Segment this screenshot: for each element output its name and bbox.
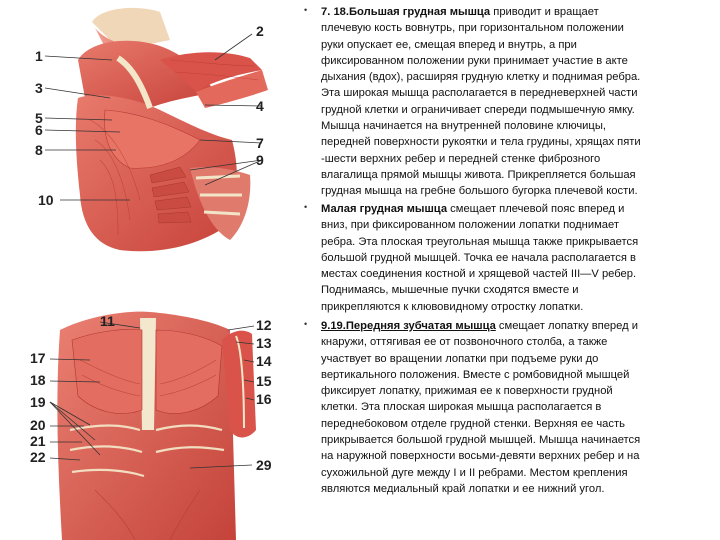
callout-label: 12 [256,317,272,333]
text-line: на наружной поверхности восьми-девяти верхних ребер и на [321,450,640,463]
callout-label: 14 [256,353,272,369]
text-line: ребра. Эта плоская треугольная мышца также прикрывается [321,235,639,248]
callout-label: 7 [256,135,264,151]
text-line: -шести верхних ребер и передней стенке фиброзного [321,152,601,165]
bullet-text [321,4,707,200]
callout-label: 10 [38,192,54,208]
text-line: являются медиальный край лопатки и ее нижний угол. [321,482,605,495]
callout-label: 18 [30,372,46,388]
bullet-lead: 7. 18.Большая грудная мышца [321,6,491,18]
text-line: грудной клетки и ограничивает спереди подмышечную ямку. [321,103,635,116]
callout-label: 6 [35,122,43,138]
callout-label: 15 [256,373,272,389]
text-line: вертикального положения. Вместе с ромбовидной мышцей [321,368,630,381]
callout-label: 29 [256,457,272,473]
text-line: фиксированном положении руки принимает участие в акте [321,54,628,67]
callout-label: 8 [35,142,43,158]
callout-label: 2 [256,23,264,39]
text-line: передней поверхности рукоятки и тела грудины, хрящах пяти [321,136,641,149]
text-line: большой грудной мышцей. Точка ее начала располагается в [321,251,636,264]
text-line: кнаружи, оттягивая ее от позвоночного столба, а также [321,336,608,349]
text-line: участвует во вращении лопатки при подъеме руки до [321,352,599,365]
text-line: вниз, при фиксированном положении лопатки поднимает [321,219,619,232]
text-line: плечевую кость вовнутрь, при горизонтальном положении [321,22,624,35]
bullet-marker: • [304,319,308,329]
text-line: грудная мышца на гребне большого бугорка плечевой кости. [321,185,638,198]
callout-label: 4 [256,98,264,114]
text-line: переднебоковом отделе грудной стенки. Верхняя ее часть [321,417,625,430]
callout-label: 9 [256,152,264,168]
callout-label: 17 [30,350,46,366]
bullet-marker: • [304,5,308,15]
text-line: смещает плечевой пояс вперед и [450,203,625,215]
bullet-text [321,318,707,497]
shoulder-chest-illustration [0,0,300,300]
text-line: клетки. Эта плоская широкая мышца располагается в [321,401,602,414]
bullet-text [321,201,707,315]
text-line: фиксирует лопатку, прижимая ее к поверхности грудной [321,385,613,398]
text-line: сухожильной дуге между I и II ребрами. Местом крепления [321,466,628,479]
callout-label: 3 [35,80,43,96]
callout-label: 11 [100,313,115,329]
text-line: смещает лопатку вперед и [498,320,639,332]
callout-label: 20 [30,417,46,433]
callout-label: 5 [35,110,43,126]
callout-label: 21 [30,433,46,449]
text-line: дыхания (вдох), расширяя грудную клетку и поднимая ребра. [321,71,641,84]
callout-label: 19 [30,394,46,410]
bullet-marker: • [304,202,308,212]
text-line: Мышца начинается на внутренней половине ключицы, [321,120,606,133]
text-line: руки опускает ее, смещая вперед и внутрь, а при [321,38,577,51]
bullet-lead: 9.19.Передняя зубчатая мышца [321,320,496,332]
text-line: прикрепляются к клювовидному отростку лопатки. [321,300,584,313]
anatomy-figure-chest-front [0,300,300,540]
text-line: Поднимаясь, мышечные пучки сходятся вместе и [321,284,579,297]
text-line: влагалища прямой мышцы живота. Прикрепляется большая [321,168,636,181]
chest-front-illustration [0,300,300,540]
callout-label: 1 [35,48,43,64]
callout-label: 22 [30,449,46,465]
anatomy-figure-shoulder-chest [0,0,300,300]
callout-label: 13 [256,335,272,351]
text-line: прикрывается большой грудной мышцей. Мышца начинается [321,434,641,447]
text-line: Эта широкая мышца располагается в передневерхней части [321,87,638,100]
text-line: приводит и вращает [493,6,599,18]
bullet-lead: Малая грудная мышца [321,203,448,215]
callout-label: 16 [256,391,272,407]
text-line: местах соединения костной и хрящевой частей III—V ребер. [321,268,637,281]
